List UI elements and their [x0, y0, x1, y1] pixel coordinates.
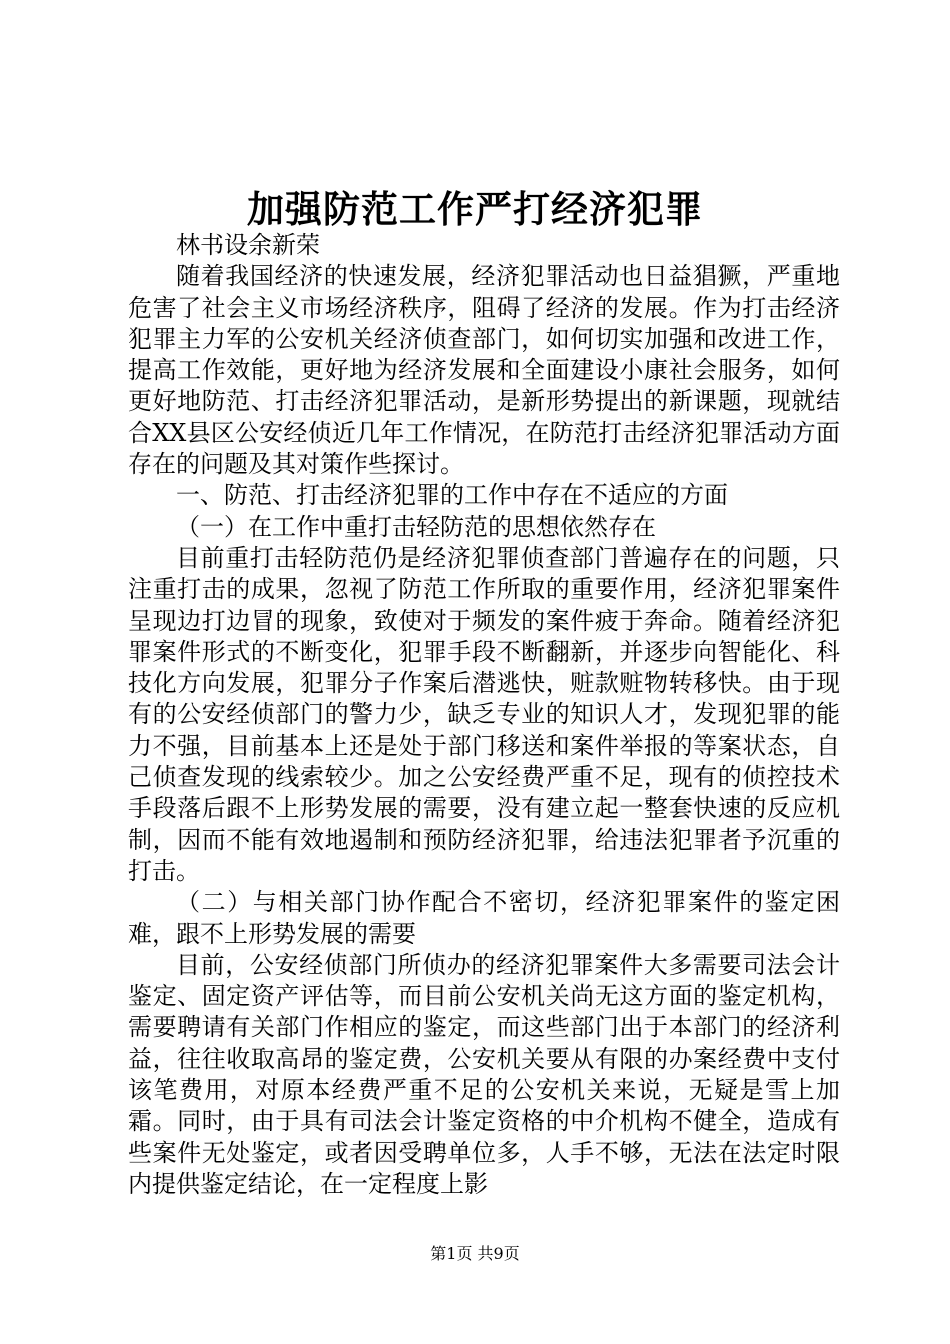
body-paragraph: 目前重打击轻防范仍是经济犯罪侦查部门普遍存在的问题，只注重打击的成果，忽视了防范工作所取的重要作用，经济犯罪案件呈现边打边冒的现象，致使对于频发的案件疲于奔命。随着经济犯罪案件形式的不断变化，犯罪手段不断翻新，并逐步向智能化、科技化方向发展，犯罪分子作案后潜逃快，赃款赃物转移快。由于现有的公安经侦部门的警力少，缺乏专业的知识人才，发现犯罪的能力不强，目前基本上还是处于部门移送和案件举报的等案状态，自己侦查发现的线索较少。加之公安经费严重不足，现有的侦控技术手段落后跟不上形势发展的需要，没有建立起一整套快速的反应机制，因而不能有效地遏制和预防经济犯罪，给违法犯罪者予沉重的打击。 [128, 543, 840, 885]
subsection-heading: （一）在工作中重打击轻防范的思想依然存在 [176, 512, 656, 541]
section-heading: 一、防范、打击经济犯罪的工作中存在不适应的方面 [176, 481, 728, 510]
body-paragraph: 随着我国经济的快速发展，经济犯罪活动也日益猖獗，严重地危害了社会主义市场经济秩序，阻碍了经济的发展。作为打击经济犯罪主力军的公安机关经济侦查部门，如何切实加强和改进工作，提高工作效能，更好地为经济发展和全面建设小康社会服务，如何更好地防范、打击经济犯罪活动，是新形势提出的新课题，现就结合XX县区公安经侦近几年工作情况，在防范打击经济犯罪活动方面存在的问题及其对策作些探讨。 [128, 262, 840, 479]
document-body [128, 230, 840, 1200]
page-title: 加强防范工作严打经济犯罪 [247, 187, 703, 231]
body-paragraph: 目前，公安经侦部门所侦办的经济犯罪案件大多需要司法会计鉴定、固定资产评估等，而目前公安机关尚无这方面的鉴定机构，需要聘请有关部门作相应的鉴定，而这些部门出于本部门的经济利益，往往收取高昂的鉴定费，公安机关要从有限的办案经费中支付该笔费用，对原本经费严重不足的公安机关来说，无疑是雪上加霜。同时，由于具有司法会计鉴定资格的中介机构不健全，造成有些案件无处鉴定，或者因受聘单位多，人手不够，无法在法定时限内提供鉴定结论，在一定程度上影 [128, 950, 840, 1198]
subsection-heading: （二）与相关部门协作配合不密切，经济犯罪案件的鉴定困难，跟不上形势发展的需要 [128, 888, 840, 948]
author-line: 林书设余新荣 [176, 231, 320, 259]
page-footer: 第1页 共9页 [430, 1244, 520, 1263]
